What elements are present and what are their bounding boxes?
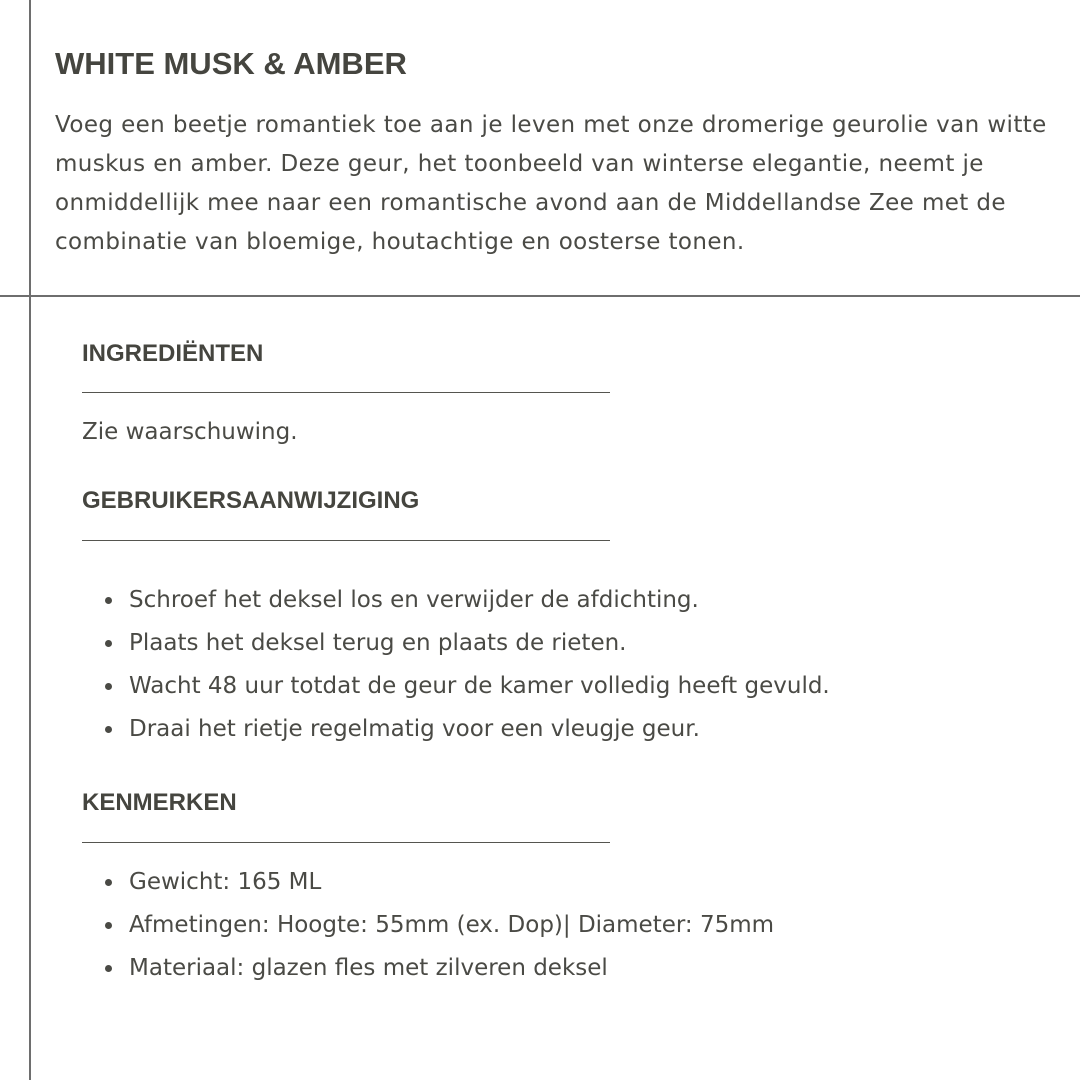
usage-list-item: Schroef het deksel los en verwijder de afdichting. (82, 584, 830, 627)
usage-list-item: Wacht 48 uur totdat de geur de kamer volledig heeft gevuld. (82, 670, 830, 713)
usage-list (82, 584, 830, 756)
section-divider-line (0, 295, 1080, 297)
features-underline (82, 842, 610, 843)
usage-heading: GEBRUIKERSAANWIJZIGING (82, 487, 420, 514)
usage-underline (82, 540, 610, 541)
features-list-item: Gewicht: 165 ML (82, 866, 774, 909)
product-title: WHITE MUSK & AMBER (55, 46, 407, 81)
features-list-item: Materiaal: glazen fles met zilveren deksel (82, 952, 774, 995)
features-list (82, 866, 774, 995)
ingredients-text: Zie waarschuwing. (82, 419, 298, 445)
product-description: Voeg een beetje romantiek toe aan je leven met onze dromerige geurolie van witte muskus en amber. Deze geur, het toonbeeld van winterse elegantie, neemt je onmiddellijk mee naar een romantische avond aan de Middellandse Zee met de combinatie van bloemige, houtachtige en oosterse tonen. (55, 112, 1047, 255)
usage-list-item: Draai het rietje regelmatig voor een vleugje geur. (82, 713, 830, 756)
ingredients-underline (82, 392, 610, 393)
left-divider-line (29, 0, 31, 1080)
features-list-item: Afmetingen: Hoogte: 55mm (ex. Dop)| Diameter: 75mm (82, 909, 774, 952)
usage-list-item: Plaats het deksel terug en plaats de rieten. (82, 627, 830, 670)
ingredients-heading: INGREDIËNTEN (82, 340, 264, 367)
features-heading: KENMERKEN (82, 789, 237, 816)
